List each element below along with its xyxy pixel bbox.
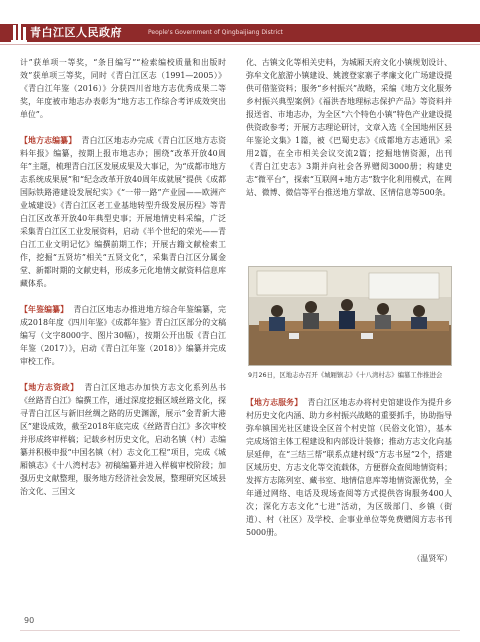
section-body: 青白江区地志办将村史馆建设作为提升乡村历史文化内涵、助力乡村振兴战略的重要抓手，协助指导弥牟镇国光社区建设全区首个村史馆（民俗文化馆），基本完成场馆主体工程建设和内部设计装修；推动方志文化向基层延伸，在“三结三帮”联系点建村级“方志书屋”2个，搭建区域历史、方志文化等交流载体，方便群众查阅地情资料；发挥方志陈列室、藏书室、地情信息库等地情资源优势，全年通过网络、电话及现场查阅等方式提供咨询服务400人次；深化方志文化“七进”活动，为区级部门、乡镇（街道）、村（社区）及学校、企事业单位等免费赠阅方志书刊5000册。 [246, 398, 452, 537]
section-service [246, 396, 452, 539]
district-logo-icon [10, 22, 28, 44]
section-local-chronicle [20, 134, 226, 290]
header-title: 青白江区人民政府 [30, 26, 122, 39]
author-signature: （温贤军） [412, 554, 452, 563]
section-body: 青白江区地志办加快方志文化系列丛书《丝路青白江》编撰工作，通过深度挖掘区域丝路文化，探寻青白江区与新旧丝绸之路的历史渊源，展示“金青新大港区”建设成效，截至2018年底完成《丝路青白江》多次审校并形成终审样稿；记载乡村历史文化，启动名镇（村）志编纂并积极申报“中国名镇（村）志文化工程”项目，完成《城厢镇志》《十八湾村志》初稿编纂并进入样稿审校阶段；加强历史文献整理，服务地方经济社会发展，整理研究区域县治文化、三国文 [20, 383, 226, 496]
header-divider [0, 44, 480, 45]
photo-caption: 9月26日，区地志办召开《城厢镇志》《十八湾村志》编纂工作推进会 [248, 371, 443, 379]
section-consultation [20, 381, 226, 498]
footer-divider [20, 630, 460, 631]
section-tag: 【地方志服务】 [246, 398, 303, 407]
section-body: 青白江区地志办完成《青白江区地方志资料年报》编纂，按期上报市地志办；围绕“改革开放40周年”主题，梳理青白江区发展成果及大事记，为“成都市地方志系统成果展”和“纪念改革开放40周年成就展”提供《成都国际铁路港建设发展纪实》《“一带一路”产业园——欧洲产业城建设》《青白江区老工业基地转型升级发展历程》等青白江区改革开放40年典型史事；开展地情史料采编，广泛采集青白江区工业发展资料，启动《半个世纪的荣光——青白江工业文明记忆》编撰前期工作；开展古籍文献检索工作，挖掘“五贤坊”相关“五贤文化”，采集青白江区分属金堂、新都时期的文献史料，形成多元化地情文献资料信息库藏体系。 [20, 136, 226, 288]
meeting-photo [248, 266, 452, 366]
intro-paragraph: 计”获单项一等奖，“条目编写”“检索编校质量和出版时效”获单项三等奖，同时《青白江区志（1991—2005）》《青白江年鉴（2016）》分获四川省地方志优秀成果二等奖，年度被市地志办表彰为“地方志工作综合考评成效突出单位”。 [20, 58, 226, 119]
section-tag: 【年鉴编纂】 [20, 305, 69, 314]
left-column [20, 56, 226, 511]
section-yearbook [20, 303, 226, 368]
page-number: 90 [24, 616, 35, 625]
meeting-scene-image [249, 267, 452, 366]
section-body: 青白江区地志办推进地方综合年鉴编纂，完成2018年度《四川年鉴》《成都年鉴》青白江区部分的文稿编写（文字8000字、图片30幅），按期公开出版《青白江年鉴（2017）》，启动《青白江年鉴（2018）》编纂并完成审校工作。 [20, 305, 226, 366]
header-subtitle: People's Government of Qingbaijiang District [148, 29, 283, 36]
section-tag: 【地方志编纂】 [20, 136, 77, 145]
page-header [0, 0, 480, 46]
continuation-paragraph: 化、古镇文化等相关史料，为城厢天府文化小镇规划设计、弥牟文化旅游小镇建设、姚渡登家寨子孝廉文化广场建设提供可借鉴资料；服务“乡村振兴”战略，采编《地方文化服务乡村振兴典型案例》《福洪杏地理标志保护产品》等资料并报送省、市地志办，为全区“六个特色小镇”特色产业建设提供资政参考；开展方志理论研讨，文章入选《全国地州区县年鉴论文集》1篇，被《巴蜀史志》《成都地方志通讯》采用2篇，在全市相关会议交流2篇；挖掘地情资源，出刊《青白江史志》3期并向社会各界赠阅3000册；构建史志“微平台”，探索“互联网+地方志”数字化利用模式，在网站、微博、微信等平台推送地方掌故、区情信息等500条。 [246, 58, 452, 197]
section-tag: 【地方志资政】 [20, 383, 79, 392]
right-column-lower [246, 396, 452, 565]
right-column [246, 56, 452, 212]
